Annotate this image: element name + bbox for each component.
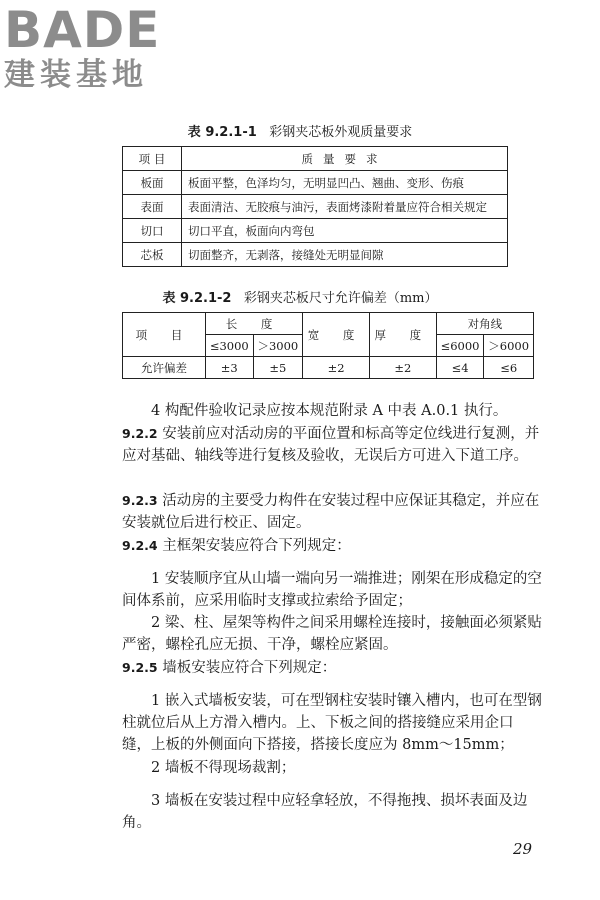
- table-row: [123, 357, 534, 379]
- page-number: 29: [513, 840, 533, 858]
- table-cell: ≤6: [484, 357, 534, 379]
- table-cell: ±2: [369, 357, 436, 379]
- clause-number: 2: [151, 615, 161, 631]
- clause-number: 9.2.2: [122, 426, 158, 441]
- table-cell: ±2: [303, 357, 370, 379]
- table-cell: 芯板: [123, 243, 182, 267]
- table-row: [123, 195, 508, 219]
- clause-text: 安装顺序宜从山墙一端向另一端推进；刚架在形成稳定的空间体系前，应采用临时支撑或拉索给予固定；: [122, 571, 542, 609]
- table-cell: 表面: [123, 195, 182, 219]
- table-header-row: [123, 313, 534, 335]
- table-cell: ±3: [206, 357, 254, 379]
- table-header-requirement: 质量要求: [182, 147, 508, 171]
- table-cell: 允许偏差: [123, 357, 206, 379]
- table-cell: 切口: [123, 219, 182, 243]
- table2-title: 彩钢夹芯板尺寸允许偏差（mm）: [243, 291, 438, 306]
- clause-number: 3: [151, 793, 161, 809]
- clause-paragraph: [122, 790, 542, 834]
- clause-paragraph: [122, 612, 542, 656]
- clause-number: 1: [151, 571, 161, 587]
- clause-text: 嵌入式墙板安装，可在型钢柱安装时镶入槽内，也可在型钢柱就位后从上方滑入槽内。上、下板之间的搭接缝应采用企口缝，上板的外侧面向下搭接，搭接长度应为 8mm～15mm；: [122, 693, 542, 753]
- clause-text: 梁、柱、屋架等构件之间采用螺栓连接时，接触面必须紧贴严密，螺栓孔应无损、干净，螺栓应紧固。: [122, 615, 542, 653]
- table-header-diagonal: 对角线: [436, 313, 533, 335]
- logo-wordmark: BADE: [4, 1, 161, 59]
- clause-text: 主框架安装应符合下列规定：: [157, 538, 351, 554]
- table-header-item: 项 目: [123, 147, 182, 171]
- table-row: [123, 171, 508, 195]
- appearance-quality-table: [122, 146, 508, 267]
- clause-number: 1: [151, 693, 161, 709]
- table-cell: 切口平直，板面向内弯包: [182, 219, 508, 243]
- table1-title: 彩钢夹芯板外观质量要求: [269, 125, 413, 140]
- table-cell: 板面平整，色泽均匀，无明显凹凸、翘曲、变形、伤痕: [182, 171, 508, 195]
- table-header-item: 项 目: [123, 313, 206, 357]
- table-subheader: ≤6000: [436, 335, 484, 357]
- clause-paragraph: [122, 757, 542, 779]
- clause-paragraph: [122, 657, 542, 679]
- clause-text: 安装前应对活动房的平面位置和标高等定位线进行复测，并应对基础、轴线等进行复核及验收，无误后方可进入下道工序。: [122, 426, 540, 464]
- table-subheader: ≤3000: [206, 335, 254, 357]
- table-subheader: ＞3000: [253, 335, 303, 357]
- clause-number: 9.2.5: [122, 660, 158, 675]
- table-row: [123, 243, 508, 267]
- clause-paragraph: [122, 490, 542, 534]
- table-header-row: [123, 147, 508, 171]
- logo: [4, 1, 161, 93]
- table-cell: 板面: [123, 171, 182, 195]
- logo-subtitle: 建装基地: [4, 57, 148, 93]
- size-tolerance-table: [122, 312, 534, 379]
- table1-number: 表 9.2.1-1: [187, 125, 257, 140]
- table2-caption: [0, 287, 600, 306]
- table-header-thickness: 厚 度: [369, 313, 436, 357]
- clause-text: 活动房的主要受力构件在安装过程中应保证其稳定，并应在安装就位后进行校正、固定。: [122, 493, 540, 531]
- table1-caption: [0, 121, 600, 140]
- clause-text: 墙板不得现场裁割；: [160, 760, 296, 776]
- table-header-length: 长 度: [206, 313, 303, 335]
- clause-paragraph: [122, 423, 542, 467]
- table-header-width: 宽 度: [303, 313, 370, 357]
- table-cell: 表面清洁、无胶痕与油污，表面烤漆附着量应符合相关规定: [182, 195, 508, 219]
- clause-number: 2: [151, 760, 161, 776]
- clause-text: 构配件验收记录应按本规范附录 A 中表 A.0.1 执行。: [160, 403, 508, 419]
- clause-text: 墙板在安装过程中应轻拿轻放，不得拖拽、损坏表面及边角。: [122, 793, 528, 831]
- clause-paragraph: [122, 400, 542, 422]
- table-cell: ±5: [253, 357, 303, 379]
- clause-number: 4: [151, 403, 161, 419]
- clause-number: 9.2.3: [122, 493, 158, 508]
- clause-paragraph: [122, 568, 542, 612]
- table-row: [123, 219, 508, 243]
- table-cell: 切面整齐，无剥落，接缝处无明显间隙: [182, 243, 508, 267]
- table2-number: 表 9.2.1-2: [162, 291, 232, 306]
- clause-paragraph: [122, 535, 542, 557]
- table-subheader: ＞6000: [484, 335, 534, 357]
- clause-number: 9.2.4: [122, 538, 158, 553]
- clause-paragraph: [122, 690, 542, 756]
- clause-text: 墙板安装应符合下列规定：: [157, 660, 337, 676]
- table-cell: ≤4: [436, 357, 484, 379]
